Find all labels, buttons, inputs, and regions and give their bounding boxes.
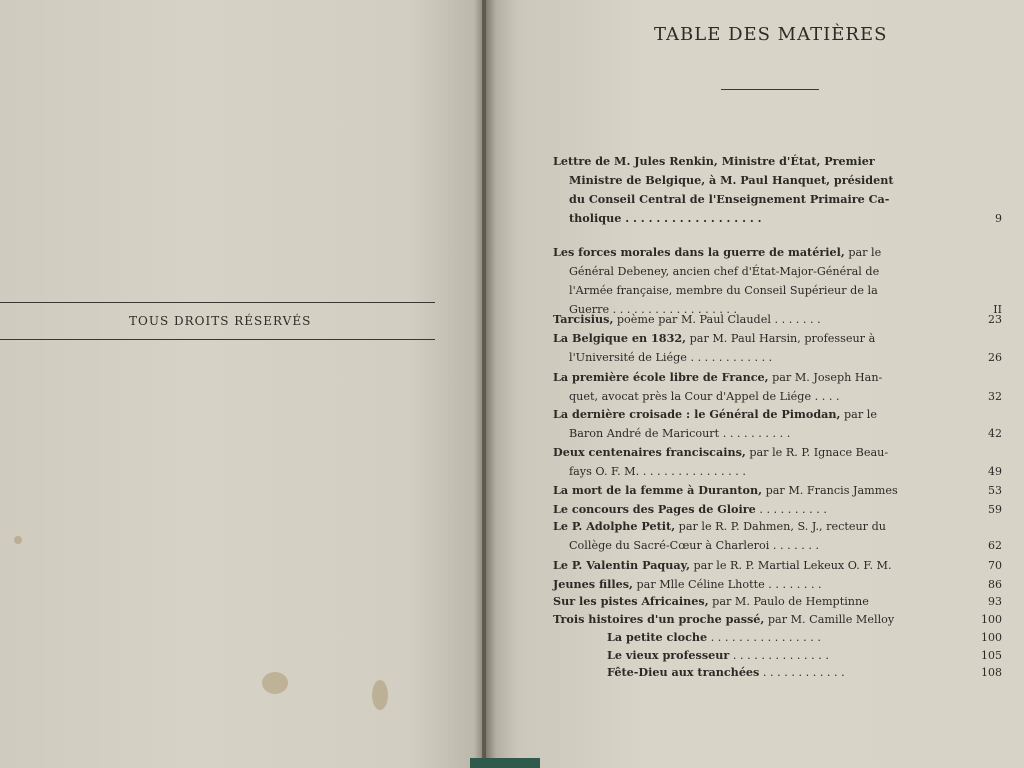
foxing-stain — [372, 680, 388, 710]
toc-entry — [553, 368, 963, 406]
toc-page-number: 53 — [988, 484, 1002, 497]
toc-page-number: II — [993, 303, 1002, 316]
title-divider — [721, 89, 819, 90]
toc-page-number: 105 — [981, 649, 1002, 662]
toc-entry-title: La dernière croisade : le Général de Pimodan, — [553, 407, 841, 421]
toc-entry-author: par Mlle Céline Lhotte . . . . . . . . — [632, 578, 822, 591]
toc-entry-title: Les forces morales dans la guerre de matériel, — [553, 245, 845, 259]
toc-page-number: 9 — [995, 212, 1002, 225]
toc-entry-title: Trois histoires d'un proche passé, — [553, 612, 765, 626]
toc-entry — [553, 405, 963, 443]
toc-sub-entry-title: La petite cloche — [607, 630, 708, 644]
toc-entry-title: Tarcisius, — [553, 312, 614, 326]
page-title: TABLE DES MATIÈRES — [654, 24, 888, 45]
toc-entry-title: Le P. Adolphe Petit, — [553, 519, 676, 533]
toc-page-number: 49 — [988, 465, 1002, 478]
toc-entry-title: La mort de la femme à Duranton, — [553, 483, 763, 497]
toc-entry-author: poème par M. Paul Claudel . . . . . . . — [613, 313, 821, 326]
toc-page-number: 70 — [988, 559, 1002, 572]
toc-entry-author: par le R. P. Ignace Beau- — [745, 446, 889, 459]
rights-bottom-rule — [0, 339, 435, 340]
toc-entry-title: La Belgique en 1832, — [553, 331, 687, 345]
toc-page-number: 86 — [988, 578, 1002, 591]
toc-entry-author: par le R. P. Dahmen, S. J., recteur du — [675, 520, 886, 533]
toc-sub-entry-title: Fête-Dieu aux tranchées — [607, 665, 760, 679]
toc-entry — [553, 443, 963, 481]
toc-entry-continuation: Baron André de Maricourt . . . . . . . . . . — [569, 427, 791, 440]
toc-entry-title: Le concours des Pages de Gloire — [553, 502, 756, 516]
toc-entry-title: Jeunes filles, — [553, 577, 633, 591]
toc-sub-entry-title: Le vieux professeur — [607, 648, 730, 662]
toc-page-number: 26 — [988, 351, 1002, 364]
book-cover-edge — [470, 758, 540, 768]
toc-entry-author: par le — [840, 408, 877, 421]
toc-entry-continuation: tholique . . . . . . . . . . . . . . . . . . — [569, 211, 762, 225]
toc-entry-title: Sur les pistes Africaines, — [553, 594, 709, 608]
toc-entry-continuation: Collège du Sacré-Cœur à Charleroi . . . . . . . — [569, 539, 820, 552]
toc-entry-continuation: l'Armée française, membre du Conseil Supérieur de la — [569, 284, 878, 297]
toc-page-number: 59 — [988, 503, 1002, 516]
toc-entry-author: par M. Joseph Han- — [768, 371, 883, 384]
toc-page-number: 108 — [981, 666, 1002, 679]
toc-page-number: 100 — [981, 613, 1002, 626]
toc-page-number: 100 — [981, 631, 1002, 644]
toc-page-number: 93 — [988, 595, 1002, 608]
toc-entry — [553, 481, 963, 500]
foxing-stain — [14, 536, 22, 544]
leader-dots: . . . . . . . . . . . . . . — [729, 649, 829, 662]
toc-page-number: 42 — [988, 427, 1002, 440]
book-gutter — [474, 0, 496, 768]
toc-entry-author: par M. Paul Harsin, professeur à — [686, 332, 876, 345]
toc-entry-author: par le R. P. Martial Lekeux O. F. M. — [689, 559, 892, 572]
toc-entry — [553, 329, 963, 367]
toc-entry-author: par M. Francis Jammes — [762, 484, 898, 497]
toc-entry — [553, 517, 963, 555]
toc-entry-continuation: Ministre de Belgique, à M. Paul Hanquet, président — [569, 173, 894, 187]
toc-sub-entry — [607, 628, 821, 647]
leader-dots: . . . . . . . . . . . . . . . . — [707, 631, 821, 644]
toc-entry-title: La première école libre de France, — [553, 370, 769, 384]
toc-entry — [553, 152, 963, 228]
toc-entry — [553, 310, 963, 329]
toc-page-number: 62 — [988, 539, 1002, 552]
toc-page-number: 32 — [988, 390, 1002, 403]
rights-notice: TOUS DROITS RÉSERVÉS — [129, 314, 312, 328]
toc-entry-continuation: quet, avocat près la Cour d'Appel de Liége . . . . — [569, 390, 840, 403]
foxing-stain — [262, 672, 288, 694]
toc-entry — [553, 243, 963, 319]
toc-page-number: 23 — [988, 313, 1002, 326]
toc-entry-continuation: du Conseil Central de l'Enseignement Primaire Ca- — [569, 192, 890, 206]
toc-entry-author: par le — [844, 246, 882, 259]
toc-entry-author: . . . . . . . . . . — [755, 503, 827, 516]
toc-entry-continuation: Général Debeney, ancien chef d'État-Major-Général de — [569, 265, 880, 278]
toc-entry-title: Le P. Valentin Paquay, — [553, 558, 690, 572]
toc-entry-continuation: Guerre . . . . . . . . . . . . . . . . . . — [569, 303, 738, 316]
leader-dots: . . . . . . . . . . . . — [759, 666, 845, 679]
rights-top-rule — [0, 302, 435, 303]
toc-entry — [553, 556, 963, 575]
toc-entry — [553, 592, 963, 611]
toc-entry-title: Deux centenaires franciscains, — [553, 445, 746, 459]
toc-sub-entry — [607, 663, 845, 682]
left-page — [0, 0, 482, 768]
toc-entry-title: Lettre de M. Jules Renkin, Ministre d'État, Premier — [553, 154, 875, 168]
toc-entry-author: par M. Camille Melloy — [764, 613, 895, 626]
toc-entry-author: par M. Paulo de Hemptinne — [708, 595, 869, 608]
toc-entry — [553, 610, 963, 629]
toc-entry-continuation: l'Université de Liége . . . . . . . . . . . . — [569, 351, 773, 364]
toc-entry-continuation: fays O. F. M. . . . . . . . . . . . . . . . — [569, 465, 746, 478]
